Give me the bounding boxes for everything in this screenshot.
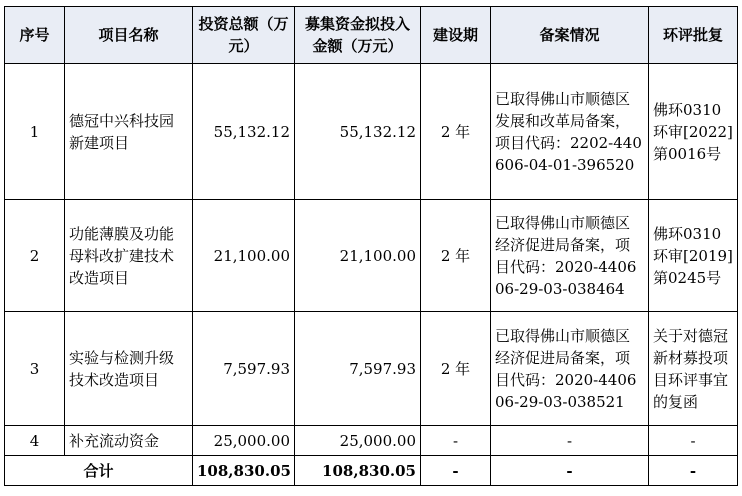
row-eia-approval: -	[649, 426, 738, 456]
header-construction-period: 建设期	[421, 7, 491, 64]
row-construction-period: 2 年	[421, 64, 491, 200]
table-row	[5, 64, 738, 200]
total-construction-period: -	[421, 456, 491, 486]
row-project-name: 实验与检测升级技术改造项目	[65, 312, 193, 426]
header-filing-status: 备案情况	[491, 7, 649, 64]
header-raised-funds: 募集资金拟投入金额（万元）	[295, 7, 421, 64]
row-total-investment: 25,000.00	[193, 426, 295, 456]
total-raised-funds-sum: 108,830.05	[295, 456, 421, 486]
row-eia-approval: 关于对德冠新材募投项目环评事宜的复函	[649, 312, 738, 426]
total-investment-sum: 108,830.05	[193, 456, 295, 486]
row-seq: 2	[5, 200, 65, 312]
row-eia-approval: 佛环0310环审[2019]第0245号	[649, 200, 738, 312]
total-label: 合计	[5, 456, 193, 486]
investment-projects-table	[4, 6, 738, 486]
total-eia-approval: -	[649, 456, 738, 486]
row-seq: 1	[5, 64, 65, 200]
table-header-row	[5, 7, 738, 64]
row-total-investment: 7,597.93	[193, 312, 295, 426]
row-filing-status: -	[491, 426, 649, 456]
header-seq: 序号	[5, 7, 65, 64]
row-raised-funds: 25,000.00	[295, 426, 421, 456]
row-construction-period: 2 年	[421, 312, 491, 426]
total-filing-status: -	[491, 456, 649, 486]
table-row	[5, 200, 738, 312]
row-raised-funds: 21,100.00	[295, 200, 421, 312]
row-total-investment: 21,100.00	[193, 200, 295, 312]
row-seq: 3	[5, 312, 65, 426]
row-project-name: 德冠中兴科技园新建项目	[65, 64, 193, 200]
row-seq: 4	[5, 426, 65, 456]
header-project-name: 项目名称	[65, 7, 193, 64]
row-total-investment: 55,132.12	[193, 64, 295, 200]
row-project-name: 补充流动资金	[65, 426, 193, 456]
row-raised-funds: 7,597.93	[295, 312, 421, 426]
row-project-name: 功能薄膜及功能母料改扩建技术改造项目	[65, 200, 193, 312]
row-filing-status: 已取得佛山市顺德区经济促进局备案，项目代码：2020-440606-29-03-038464	[491, 200, 649, 312]
table-row	[5, 426, 738, 456]
row-raised-funds: 55,132.12	[295, 64, 421, 200]
row-construction-period: 2 年	[421, 200, 491, 312]
table-row	[5, 312, 738, 426]
header-eia-approval: 环评批复	[649, 7, 738, 64]
row-construction-period: -	[421, 426, 491, 456]
row-eia-approval: 佛环0310环审[2022]第0016号	[649, 64, 738, 200]
row-filing-status: 已取得佛山市顺德区经济促进局备案，项目代码：2020-440606-29-03-038521	[491, 312, 649, 426]
row-filing-status: 已取得佛山市顺德区发展和改革局备案，项目代码：2202-440606-04-01-396520	[491, 64, 649, 200]
total-row	[5, 456, 738, 486]
header-total-investment: 投资总额（万元）	[193, 7, 295, 64]
